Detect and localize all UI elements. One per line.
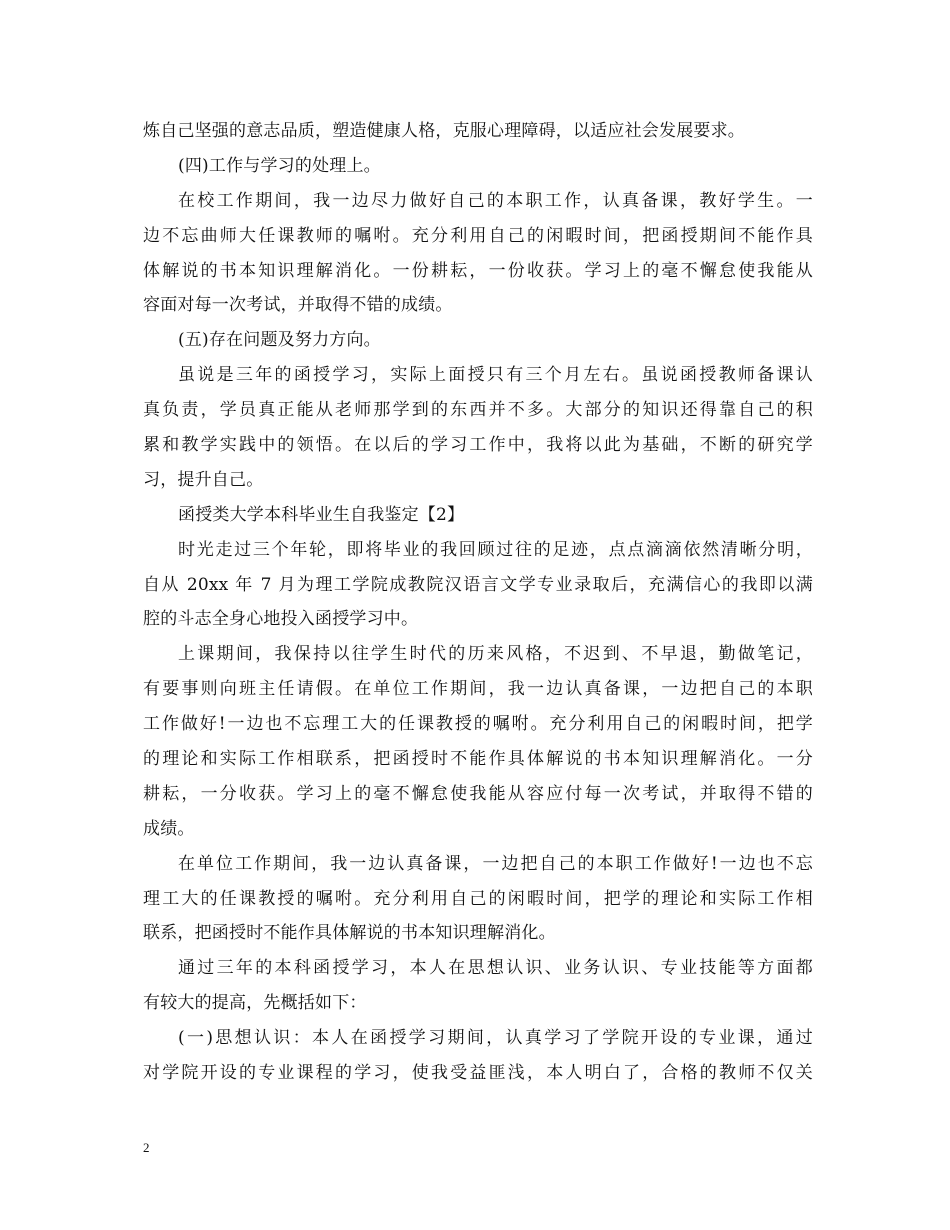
text-line: 的理论和实际工作相联系，把函授时不能作具体解说的书本知识理解消化。一分 — [143, 749, 813, 770]
text-line: 有较大的提高，先概括如下： — [143, 993, 367, 1014]
text-line: 炼自己坚强的意志品质，塑造健康人格，克服心理障碍，以适应社会发展要求。 — [143, 121, 745, 141]
page-number: 2 — [143, 1140, 150, 1155]
text-line: 腔的斗志全身心地投入函授学习中。 — [143, 609, 419, 630]
text-line: 工作做好!一边也不忘理工大的任课教授的嘱咐。充分利用自己的闲暇时间，把学 — [143, 714, 813, 735]
text-line: (四)工作与学习的处理上。 — [178, 155, 381, 176]
text-line: 自从 20xx 年 7 月为理工学院成教院汉语言文学专业录取后，充满信心的我即以满 — [143, 574, 813, 595]
text-line: (五)存在问题及努力方向。 — [178, 330, 381, 351]
text-line: 在单位工作期间，我一边认真备课，一边把自己的本职工作做好!一边也不忘 — [178, 853, 813, 874]
text-line: 边不忘曲师大任课教师的嘱咐。充分利用自己的闲暇时间，把函授期间不能作具 — [143, 225, 813, 246]
text-line: 习，提升自己。 — [143, 469, 264, 490]
text-line: 有要事则向班主任请假。在单位工作期间，我一边认真备课，一边把自己的本职 — [143, 679, 813, 700]
text-line: 时光走过三个年轮，即将毕业的我回顾过往的足迹，点点滴滴依然清晰分明， — [178, 539, 813, 560]
text-line: (一)思想认识：本人在函授学习期间，认真学习了学院开设的专业课，通过 — [178, 1028, 813, 1049]
text-line: 虽说是三年的函授学习，实际上面授只有三个月左右。虽说函授教师备课认 — [178, 365, 813, 386]
text-line: 容面对每一次考试，并取得不错的成绩。 — [143, 295, 453, 316]
text-line: 通过三年的本科函授学习，本人在思想认识、业务认识、专业技能等方面都 — [178, 958, 813, 979]
text-line: 真负责，学员真正能从老师那学到的东西并不多。大部分的知识还得靠自己的积 — [143, 400, 813, 421]
text-line: 累和教学实践中的领悟。在以后的学习工作中，我将以此为基础，不断的研究学 — [143, 435, 813, 456]
text-line: 成绩。 — [143, 818, 195, 839]
text-line: 联系，把函授时不能作具体解说的书本知识理解消化。 — [143, 923, 556, 944]
text-line: 上课期间，我保持以往学生时代的历来风格，不迟到、不早退，勤做笔记， — [178, 644, 813, 665]
text-line: 函授类大学本科毕业生自我鉴定【2】 — [178, 504, 465, 525]
body-text — [143, 114, 813, 1091]
text-line: 理工大的任课教授的嘱咐。充分利用自己的闲暇时间，把学的理论和实际工作相 — [143, 888, 813, 909]
text-line: 在校工作期间，我一边尽力做好自己的本职工作，认真备课，教好学生。一 — [178, 190, 813, 211]
text-line: 体解说的书本知识理解消化。一份耕耘，一份收获。学习上的毫不懈怠使我能从 — [143, 260, 813, 281]
text-line: 耕耘，一分收获。学习上的毫不懈怠使我能从容应付每一次考试，并取得不错的 — [143, 783, 813, 804]
text-line: 对学院开设的专业课程的学习，使我受益匪浅，本人明白了，合格的教师不仅关 — [143, 1063, 813, 1084]
